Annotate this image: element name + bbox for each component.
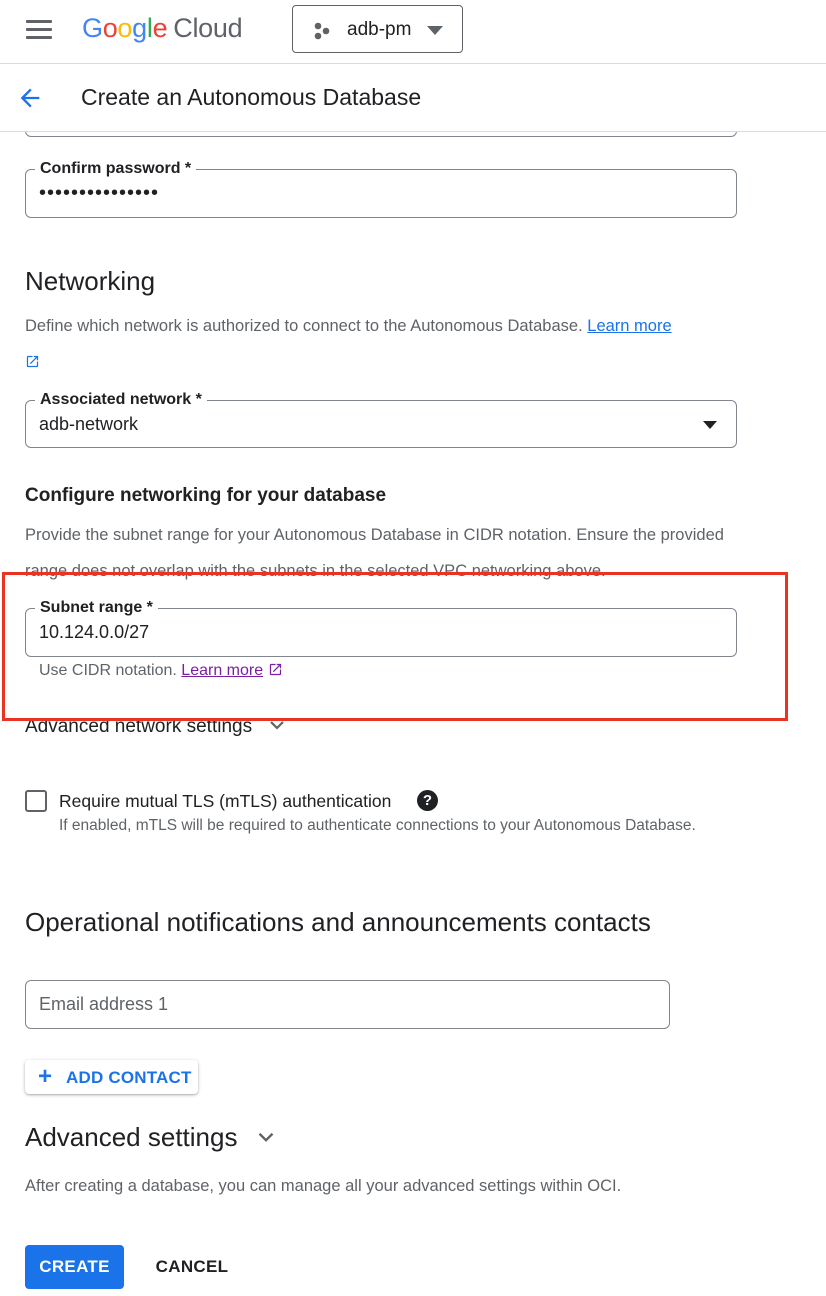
logo-letter: G <box>82 13 103 43</box>
mtls-label: Require mutual TLS (mTLS) authentication <box>59 791 392 811</box>
cancel-button[interactable]: CANCEL <box>155 1257 229 1276</box>
external-link-icon[interactable] <box>25 354 40 369</box>
associated-network-value: adb-network <box>39 414 139 434</box>
chevron-down-icon <box>253 1124 279 1150</box>
networking-description <box>25 308 765 380</box>
configure-networking-heading: Configure networking for your database <box>25 485 387 506</box>
confirm-password-field[interactable] <box>25 160 737 218</box>
project-hexagon-icon <box>313 22 331 40</box>
logo-letter: e <box>152 13 168 43</box>
add-contact-button[interactable] <box>25 1060 198 1094</box>
create-button[interactable]: CREATE <box>25 1245 124 1289</box>
project-selector[interactable] <box>292 5 463 53</box>
subnet-range-label: Subnet range * <box>35 598 158 618</box>
confirm-password-label: Confirm password * <box>35 159 196 179</box>
subnet-hint <box>39 662 283 680</box>
dropdown-caret-icon <box>703 421 717 429</box>
chevron-down-icon <box>265 713 289 737</box>
confirm-password-value: ••••••••••••••• <box>39 182 160 204</box>
advanced-settings-heading: Advanced settings <box>25 1122 238 1152</box>
subnet-range-field[interactable] <box>25 599 737 657</box>
page-header <box>0 64 826 132</box>
email-address-field[interactable] <box>25 980 670 1029</box>
networking-learn-more-link[interactable]: Learn more <box>587 317 672 335</box>
associated-network-select[interactable] <box>25 391 737 448</box>
help-icon[interactable]: ? <box>417 790 438 811</box>
logo-letter: g <box>132 13 147 43</box>
main-menu-icon[interactable] <box>26 20 52 40</box>
mtls-description: If enabled, mTLS will be required to authenticate connections to your Autonomous Database. <box>59 817 696 834</box>
google-cloud-logo[interactable] <box>82 13 242 44</box>
top-app-bar <box>0 0 826 64</box>
networking-description-text: Define which network is authorized to connect to the Autonomous Database. <box>25 317 583 335</box>
logo-suffix: Cloud <box>173 13 243 43</box>
plus-icon: + <box>38 1063 53 1090</box>
advanced-network-settings-toggle[interactable] <box>25 716 289 738</box>
subnet-hint-text: Use CIDR notation. <box>39 662 177 679</box>
page-title: Create an Autonomous Database <box>81 84 422 110</box>
mtls-checkbox[interactable] <box>25 790 47 812</box>
logo-letter: o <box>117 13 133 43</box>
contacts-heading: Operational notifications and announcements contacts <box>25 907 651 937</box>
email-address-placeholder: Email address 1 <box>39 994 169 1014</box>
subnet-learn-more-link[interactable]: Learn more <box>181 662 264 679</box>
external-link-icon[interactable] <box>268 662 283 677</box>
subnet-range-value: 10.124.0.0/27 <box>39 622 150 642</box>
project-name: adb-pm <box>347 19 412 40</box>
logo-letter: l <box>146 13 153 43</box>
advanced-network-settings-label: Advanced network settings <box>25 716 253 737</box>
advanced-settings-toggle[interactable] <box>25 1122 279 1153</box>
add-contact-label: ADD CONTACT <box>66 1068 192 1087</box>
back-arrow-icon[interactable] <box>16 84 44 112</box>
dropdown-caret-icon <box>427 26 443 35</box>
configure-networking-description: Provide the subnet range for your Autonomous Database in CIDR notation. Ensure the provided range does not overlap with the subnets in the selected VPC networking above. <box>25 526 724 580</box>
logo-letter: o <box>102 13 118 43</box>
associated-network-label: Associated network * <box>35 390 207 410</box>
networking-heading: Networking <box>25 266 156 296</box>
advanced-settings-description: After creating a database, you can manage all your advanced settings within OCI. <box>25 1177 622 1195</box>
